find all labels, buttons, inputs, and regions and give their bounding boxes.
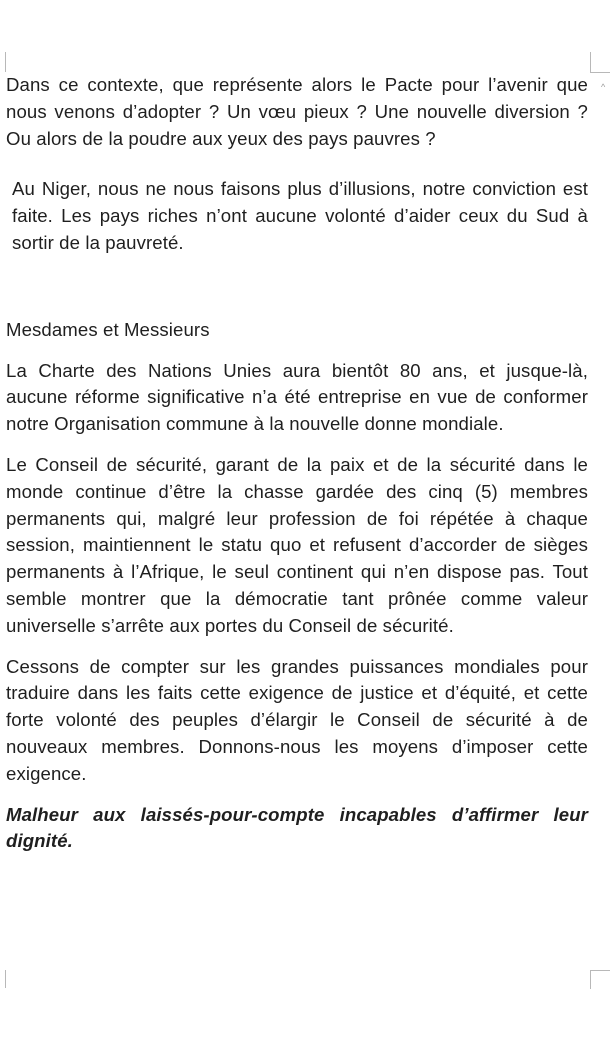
paragraph-cessons: Cessons de compter sur les grandes puissances mondiales pour traduire dans les faits cette exigence de justice et d’équité, et cette forte volonté des peuples d’élargir le Conseil de sécurité à de nouveaux membres. Donnons-nous les moyens d’imposer cette exigence. bbox=[6, 655, 588, 784]
crop-mark-bottom-left bbox=[5, 970, 6, 988]
paragraph-conseil-securite: Le Conseil de sécurité, garant de la paix et de la sécurité dans le monde continue d’être la chasse gardée des cinq (5) membres permanents qui, malgré leur profession de foi répétée à chaque session, maintiennent le statu quo et refusent d’accorder de sièges permanents à l’Afrique, le seul continent qui n’en dispose pas. Tout semble montrer que la démocratie tant prônée comme valeur universelle s’arrête aux portes du Conseil de sécurité. bbox=[6, 453, 588, 636]
crop-mark-top-right bbox=[590, 52, 610, 73]
paragraph-pacte-avenir: Dans ce contexte, que représente alors le Pacte pour l’avenir que nous venons d’adopter ? Un vœu pieux ? Une nouvelle diversion ? Ou alors de la poudre aux yeux des pays pauvres ? bbox=[6, 74, 588, 149]
crop-mark-bottom-right bbox=[590, 970, 610, 989]
paragraph-malheur: Malheur aux laissés-pour-compte incapables d’affirmer leur dignité. bbox=[6, 803, 588, 852]
document-body bbox=[6, 72, 588, 855]
caret-up-icon[interactable]: ^ bbox=[601, 82, 606, 92]
paragraph-salutation: Mesdames et Messieurs bbox=[6, 318, 210, 340]
paragraph-niger: Au Niger, nous ne nous faisons plus d’illusions, notre conviction est faite. Les pays riches n’ont aucune volonté d’aider ceux du Sud à sortir de la pauvreté. bbox=[12, 178, 588, 253]
crop-mark-top-left bbox=[5, 52, 6, 72]
paragraph-charte: La Charte des Nations Unies aura bientôt 80 ans, et jusque-là, aucune réforme significative n’a été entreprise en vue de conformer notre Organisation commune à la nouvelle donne mondiale. bbox=[6, 359, 588, 435]
